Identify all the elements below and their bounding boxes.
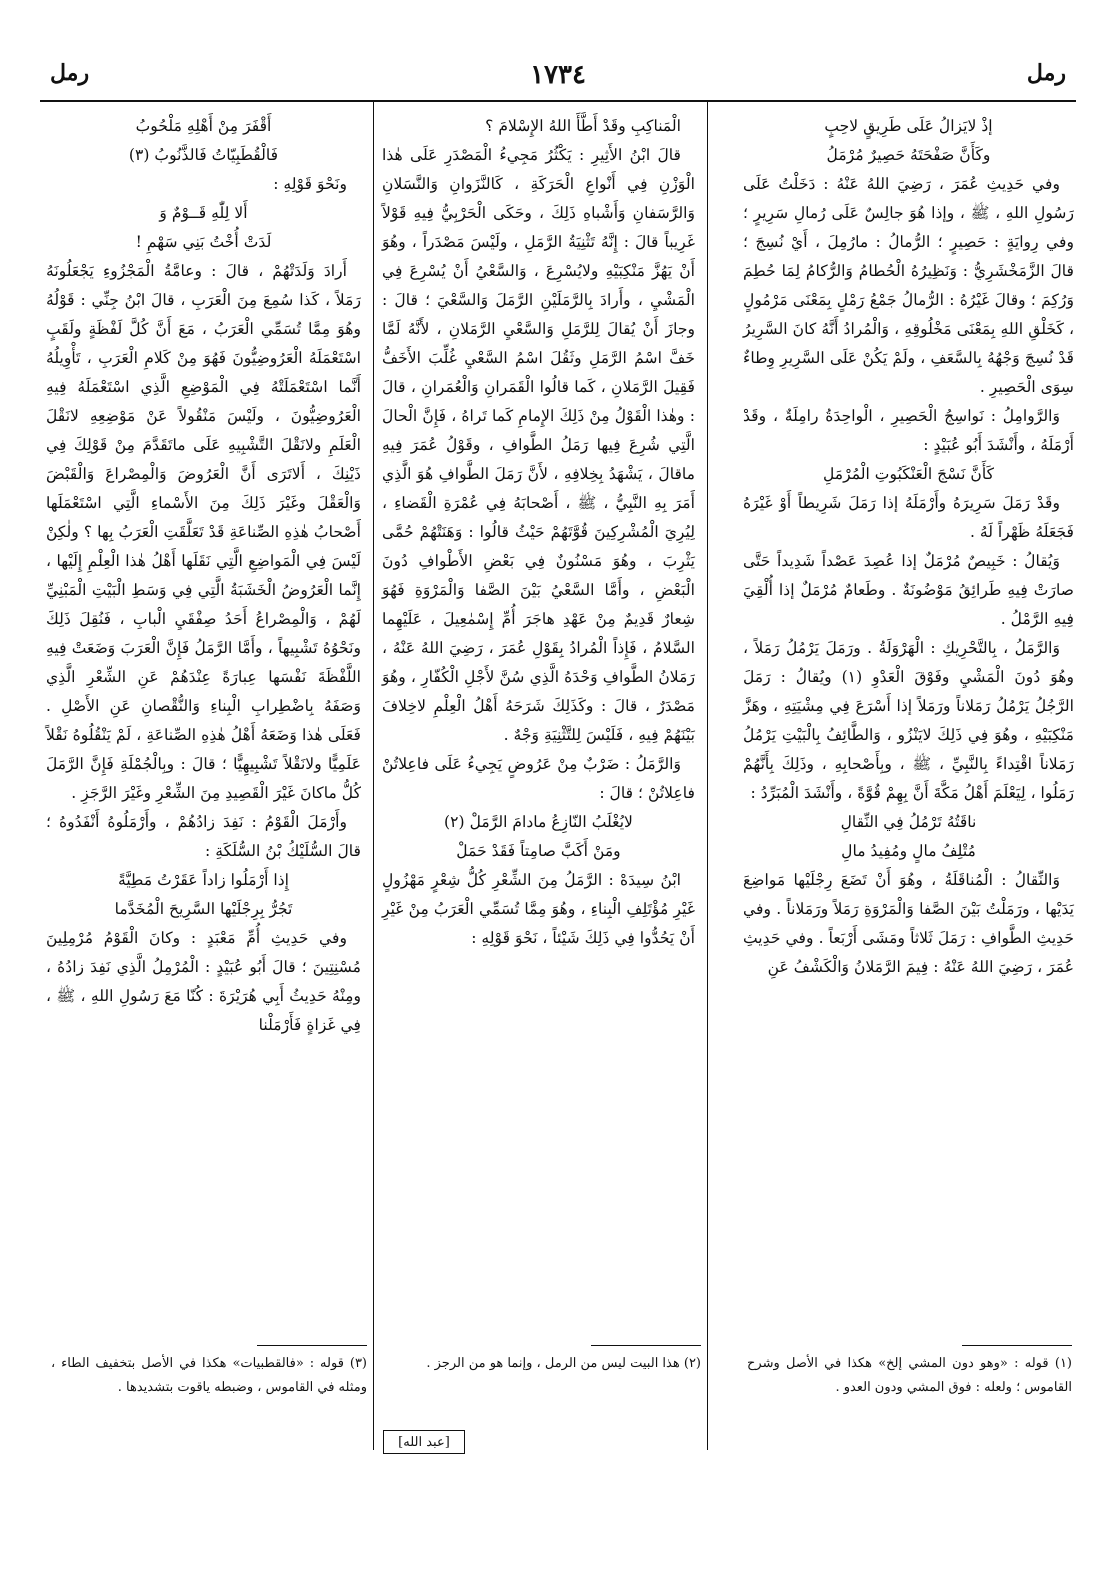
verse-line: ومَنْ أَكَبَّ صامِتاً فَقَدْ حَمَلْ — [456, 842, 621, 860]
column-divider-left — [373, 100, 374, 1450]
verse-line: مُتْلِفُ مالٍ ومُفِيدُ مالِ — [841, 842, 976, 860]
verse-line: تَجُرُّ بِرِجْلَيْها السَّرِيحَ الْمُخَدَّما — [114, 900, 293, 918]
verse-line: لايُغْلَبُ النّازِعُ مادامَ الرَّمَلْ (٢) — [444, 813, 633, 831]
paragraph: الْمَناكِبِ وقَدْ أَطَّأَ اللهُ الإِسْلامَ ؟ — [485, 117, 681, 135]
paragraph: وَالنِّقالُ : الْمُناقَلَةُ ، وهُوَ أَنْ تَضَعَ رِجْلَيْها مَواضِعَ يَدَيْها ، ورَمَلْتُ بَيْنَ الصَّفا وَالْمَرْوَةِ رَمَلاً ورَمَلاناً . وفي حَدِيثِ الطَّوافِ : رَمَلَ ثَلاثاً ومَشَى أَرْبَعاً . وفي حَدِيثِ عُمَرَ ، رَضِيَ اللهُ عَنْهُ : فِيمَ الرَّمَلانُ وَالْكَشْفُ عَنِ — [743, 871, 1074, 976]
verse-line: فَالْقُطَبِيّاتُ فَالذَّنُوبُ (٣) — [128, 146, 279, 164]
text-column-right — [737, 112, 1080, 1332]
page-number: ١٧٣٤ — [530, 60, 586, 90]
running-header-right: رمل — [1026, 60, 1066, 86]
header-rule — [40, 100, 1076, 102]
paragraph: وفي حَدِيثِ أُمِّ مَعْبَدٍ : وكانَ الْقَوْمُ مُرْمِلِينَ مُسْنِتِينَ ؛ قالَ أَبُو عُبَيْدٍ : الْمُرْمِلُ الَّذِي نَفِدَ زادُهُ ، ومِنْهُ حَدِيثُ أَبِي هُرَيْرَةَ : كُنّا مَعَ رَسُولِ اللهِ ، ﷺ ، فِي غَزاةٍ فَأَرْمَلْنا — [46, 929, 361, 1034]
verse-line: لَدَتْ أُخْتُ بَنِي سَهْمِ ! — [135, 233, 272, 251]
paragraph: وفي حَدِيثِ عُمَرَ ، رَضِيَ اللهُ عَنْهُ : دَخَلْتُ عَلَى رَسُولِ اللهِ ، ﷺ ، وإذا هُوَ جالِسٌ عَلَى رُمالِ سَرِيرٍ ؛ وفي رِوايَةٍ : حَصِيرٍ ؛ الرُّمالُ : مارُمِلَ ، أَيْ نُسِجَ ؛ قالَ الزَّمَخْشَرِيُّ : وَنَظِيرُهُ الْحُطامُ وَالرُّكامُ لِمَا حُطِمَ وَرُكِمَ ؛ وقالَ غَيْرُهُ : الرُّمالُ جَمْعُ رَمْلٍ بِمَعْنَى مَرْمُولٍ ، كَخَلْقِ اللهِ بِمَعْنَى مَخْلُوقِهِ ، وَالْمُرادُ أَنَّهُ كانَ السَّرِيرُ قَدْ نُسِجَ وَجْهُهُ بِالسَّعَفِ ، ولَمْ يَكُنْ عَلَى السَّرِيرِ وِطاءٌ سِوَى الْحَصِيرِ . — [743, 175, 1074, 396]
verse-line: إِذا أَرْمَلُوا زاداً عَقَرْتُ مَطِيَّةً — [117, 871, 290, 889]
verse-line: أَقْفَرَ مِنْ أَهْلِهِ مَلْحُوبُ — [135, 117, 272, 135]
footnote-text: (٣) قوله : «فالقطبيات» هكذا في الأصل بتخفيف الطاء ، ومثله في القاموس ، وضبطه ياقوت بتشديدها . — [51, 1356, 367, 1395]
text-column-middle — [376, 112, 701, 1332]
column-divider-right — [707, 100, 708, 1450]
paragraph: قالَ ابْنُ الأَثِيرِ : يَكْثُرُ مَجِيءُ الْمَصْدَرِ عَلَى هٰذا الْوَزْنِ فِي أَنْواعِ الْحَرَكَةِ ، كَالنَّزَوانِ وَالنَّسَلانِ وَالرَّسَفانِ وَأَشْباهِ ذَلِكَ ، وحَكَى الْحَرْبِيُّ فِيهِ قَوْلاً غَرِيباً قالَ : إِنَّهُ تَثْنِيَةُ الرَّمَلِ ، ولَيْسَ مَصْدَراً ، وهُوَ أَنْ يَهُزَّ مَنْكِبَيْهِ ولايُسْرِعَ ، وَالسَّعْيُ أَنْ يُسْرِعَ فِي الْمَشْيِ ، وأَرادَ بِالرَّمَلَيْنِ الرَّمَلَ وَالسَّعْيَ ؛ قالَ : وجازَ أَنْ يُقالَ لِلرَّمَلِ وَالسَّعْيِ الرَّمَلانِ ، لأَنَّهُ لَمَّا خَفَّ اسْمُ الرَّمَلِ وثَقُلَ اسْمُ السَّعْيِ غُلِّبَ الأَخَفُّ فَقِيلَ الرَّمَلانِ ، كَما قالُوا الْقَمَرانِ وَالْعُمَرانِ ، قالَ : وهٰذا الْقَوْلُ مِنْ ذَلِكَ الإِمامِ كَما تَراهُ ، فَإِنَّ الْحالَ الَّتِي شُرِعَ فِيها رَمَلُ الطَّوافِ ، وقَوْلُ عُمَرَ فِيهِ ماقالَ ، يَشْهَدُ بِخِلافِهِ ، لأَنَّ رَمَلَ الطَّوافِ هُوَ الَّذِي أَمَرَ بِهِ النَّبِيُّ ، ﷺ ، أَصْحابَهُ فِي عُمْرَةِ الْقَضاءِ ، لِيُرِيَ الْمُشْرِكِينَ قُوَّتَهُمْ حَيْثُ قالُوا : وَهَنَتْهُمْ حُمَّى يَثْرِبَ ، وهُوَ مَسْنُونٌ فِي بَعْضِ الأَطْوافِ دُونَ الْبَعْضِ ، وأَمَّا السَّعْيُ بَيْنَ الصَّفا وَالْمَرْوَةِ فَهُوَ شِعارٌ قَدِيمٌ مِنْ عَهْدِ هاجَرَ أُمِّ إِسْمٰعِيلَ ، عَلَيْهِما السَّلامُ ، فَإِذاً الْمُرادُ بِقَوْلِ عُمَرَ ، رَضِيَ اللهُ عَنْهُ ، رَمَلانُ الطَّوافِ وَحْدَهُ الَّذِي سُنَّ لأَجْلِ الْكُفّارِ ، وهُوَ مَصْدَرٌ ، قالَ : وكَذَلِكَ شَرَحَهُ أَهْلُ الْعِلْمِ لاخِلافَ بَيْنَهُمْ فِيهِ ، فَلَيْسَ لِلتَّثْنِيَةِ وَجْهٌ . — [382, 146, 695, 744]
verse-line: كَأَنَّ نَسْجَ الْعَنْكَبُوتِ الْمُرْمَلِ — [822, 465, 995, 483]
paragraph: وَيُقالُ : خَبِيصٌ مُرْمَلٌ إذا عُصِدَ عَصْداً شَدِيداً حَتَّى صارَتْ فِيهِ طَرائِقُ مَوْضُونَةٌ . وطَعامٌ مُرْمَلٌ إذا أُلْقِيَ فِيهِ الرَّمْلُ . — [743, 552, 1074, 628]
paragraph: ونَحْوَ قَوْلِهِ : — [273, 175, 347, 193]
footnote-right — [747, 1352, 1072, 1400]
verse-line: ناقَتُهُ تَرْمُلُ فِي النِّقالِ — [840, 813, 977, 831]
verse-line: إذْ لايَزالُ عَلَى طَرِيقٍ لاحِبٍ — [824, 117, 993, 135]
verse-line: وكَأَنَّ صَفْحَتَهُ حَصِيرٌ مُرْمَلُ — [826, 146, 991, 164]
paragraph: أَرادَ وَلَدَتْهُمْ ، قالَ : وعامَّةُ الْمَجْزُوءِ يَجْعَلُونَهُ رَمَلاً ، كَذا سُمِعَ مِنَ الْعَرَبِ ، قالَ ابْنُ جِنِّي : قَوْلُهُ وهُوَ مِمَّا تُسَمِّي الْعَرَبُ ، مَعَ أَنَّ كُلَّ لَفْظَةٍ ولَقَبٍ اسْتَعْمَلَهُ الْعَرُوضِيُّونَ فَهُوَ مِنْ كَلامِ الْعَرَبِ ، تَأْوِيلُهُ أَنَّما اسْتَعْمَلَتْهُ فِي الْمَوْضِعِ الَّذِي اسْتَعْمَلَهُ فِيهِ الْعَرُوضِيُّونَ ، ولَيْسَ مَنْقُولاً عَنْ مَوْضِعِهِ لانَقْلَ الْعَلَمِ ولانَقْلَ التَّشْبِيهِ عَلَى ماتَقَدَّمَ مِنْ قَوْلِكَ فِي ذَيْنِكَ ، أَلاتَرَى أَنَّ الْعَرُوضَ وَالْمِصْراعَ وَالْقَبْضَ وَالْعَقْلَ وغَيْرَ ذَلِكَ مِنَ الأَسْماءِ الَّتِي اسْتَعْمَلَها أَصْحابُ هٰذِهِ الصِّناعَةِ قَدْ تَعَلَّقَتِ الْعَرَبُ بِها ؟ ولٰكِنْ لَيْسَ فِي الْمَواضِعِ الَّتِي نَقَلَها أَهْلُ هٰذا الْعِلْمِ إِلَيْها ، إِنَّما الْعَرُوضُ الْخَشَبَةُ الَّتِي فِي وَسَطِ الْبَيْتِ الْمَبْنِيِّ لَهُمْ ، وَالْمِصْراعُ أَحَدُ صِفْقَيِ الْبابِ ، فَنُقِلَ ذَلِكَ ونَحْوُهُ تَشْبِيهاً ، وأَمَّا الرَّمَلُ فَإِنَّ الْعَرَبَ وَضَعَتْ فِيهِ اللَّفْظَةَ نَفْسَها عِبارَةً عِنْدَهُمْ عَنِ الشِّعْرِ الَّذِي وَصَفَهُ بِاضْطِرابِ الْبِناءِ وَالنُّقْصانِ عَنِ الأَصْلِ . فَعَلَى هٰذا وَضَعَهُ أَهْلُ هٰذِهِ الصِّناعَةِ ، لَمْ يَنْقُلُوهُ نَقْلاً عَلَمِيًّا ولانَقْلاً تَشْبِيهِيًّا ؛ قالَ : وبِالْجُمْلَةِ فَإِنَّ الرَّمَلَ كُلُّ ماكانَ غَيْرَ الْقَصِيدِ مِنَ الشِّعْرِ وغَيْرَ الرَّجَزِ . — [46, 262, 361, 802]
verse-line: أَلا لِلّٰهِ قَــوْمٌ وَ — [159, 204, 248, 222]
paragraph: وَالرَّمَلُ ، بِالتَّحْرِيكِ : الْهَرْوَلَةُ . ورَمَلَ يَرْمُلُ رَمَلاً ، وهُوَ دُونَ الْمَشْيِ وفَوْقَ الْعَدْوِ (١) ويُقالُ : رَمَلَ الرَّجُلُ يَرْمُلُ رَمَلاناً ورَمَلاً إذا أَسْرَعَ فِي مِشْيَتِهِ ، وهَزَّ مَنْكِبَيْهِ ، وهُوَ فِي ذَلِكَ لايَنْزُو ، وَالطَّائِفُ بِالْبَيْتِ يَرْمُلُ رَمَلاناً اقْتِداءً بِالنَّبِيِّ ، ﷺ ، وبِأَصْحابِهِ ، وذَلِكَ بِأَنَّهُمْ رَمَلُوا ، لِيَعْلَمَ أَهْلُ مَكَّةَ أَنَّ بِهِمْ قُوَّةً ، وأَنْشَدَ الْمُبَرِّدُ : — [743, 639, 1074, 802]
footnote-middle — [391, 1352, 701, 1376]
footnote-rule-middle — [591, 1345, 701, 1346]
footnote-text: (١) قوله : «وهو دون المشي إلخ» هكذا في الأصل وشرح القاموس ؛ ولعله : فوق المشي ودون العدو . — [747, 1356, 1072, 1395]
paragraph: وَالرَّوامِلُ : نَواسِجُ الْحَصِيرِ ، الْواحِدَةُ رامِلَةٌ ، وقَدْ أَرْمَلَهُ ، وأَنْشَدَ أَبُو عُبَيْدٍ : — [743, 407, 1074, 454]
footnote-rule-left — [257, 1345, 367, 1346]
running-header-left: رمل — [50, 60, 90, 86]
footnote-rule-right — [962, 1345, 1072, 1346]
text-column-left — [40, 112, 367, 1332]
footnote-text: (٢) هذا البيت ليس من الرمل ، وإنما هو من الرجز . — [426, 1356, 701, 1371]
paragraph: وأَرْمَلَ الْقَوْمُ : نَفِدَ زادُهُمْ ، وأَرْمَلُوهُ أَنْفَدُوهُ ؛ قالَ السُّلَيْكُ بْنُ السُّلَكَةِ : — [46, 813, 361, 860]
paragraph: ابْنُ سِيدَهْ : الرَّمَلُ مِنَ الشِّعْرِ كُلُّ شِعْرٍ مَهْزُولٍ غَيْرِ مُؤْتَلِفِ الْبِناءِ ، وهُوَ مِمَّا تُسَمِّي الْعَرَبُ مِنْ غَيْرِ أَنْ يَحُدُّوا فِي ذَلِكَ شَيْئاً ، نَحْوَ قَوْلِهِ : — [382, 871, 695, 947]
paragraph: وَالرَّمَلُ : ضَرْبٌ مِنْ عَرُوضٍ يَجِيءُ عَلَى فاعِلاتُنْ فاعِلاتُنْ ؛ قالَ : — [382, 755, 695, 802]
paragraph: وقَدْ رَمَلَ سَرِيرَهُ وأَرْمَلَهُ إذا رَمَلَ شَرِيطاً أَوْ غَيْرَهُ فَجَعَلَهُ ظَهْراً لَهُ . — [743, 494, 1074, 541]
editor-signature: [عبد الله] — [383, 1430, 465, 1454]
footnote-left — [51, 1352, 367, 1400]
